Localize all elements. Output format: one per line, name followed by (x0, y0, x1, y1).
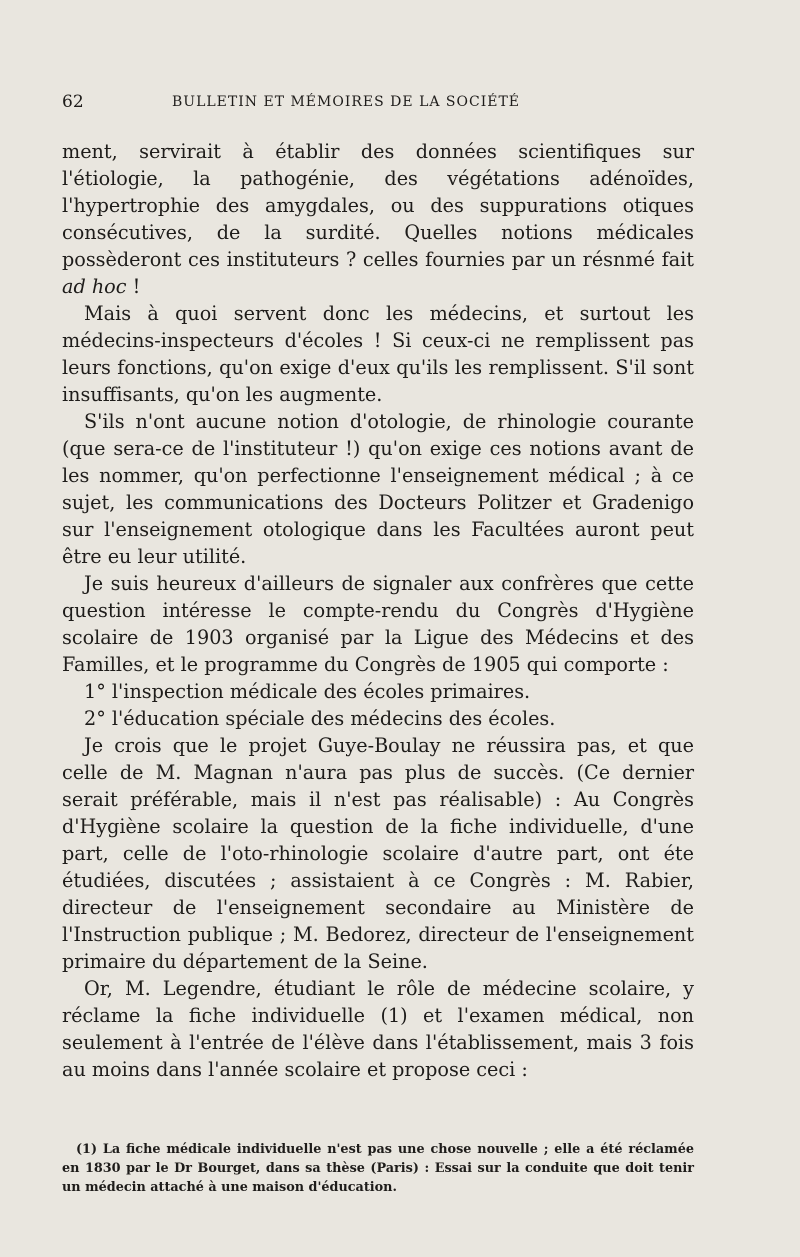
body-text (62, 138, 694, 1083)
paragraph: Mais à quoi servent donc les médecins, et surtout les médecins-inspecteurs d'écoles ! Si ceux-ci ne remplissent pas leurs fonctions, qu'on exige d'eux qu'ils les remplissent. S'il sont insuffisants, qu'on les augmente. (62, 302, 694, 406)
italic-phrase: ad hoc (62, 275, 127, 298)
page-number: 62 (62, 92, 84, 112)
list-item: 2° l'éducation spéciale des médecins des écoles. (84, 707, 556, 730)
paragraph: Or, M. Legendre, étudiant le rôle de médecine scolaire, y réclame la fiche individuelle (1) et l'examen médical, non seulement à l'entrée de l'élève dans l'établissement, mais 3 fois au moins dans l'année scolaire et propose ceci : (62, 977, 694, 1081)
list-item: 1° l'inspection médicale des écoles primaires. (84, 680, 531, 703)
footnote-text: (1) La fiche médicale individuelle n'est pas une chose nouvelle ; elle a été réclamée en 1830 par le Dr Bourget, dans sa thèse (Paris) : Essai sur la conduite que doit tenir un médecin attaché à une maison d'éducation. (62, 1142, 694, 1195)
paragraph: ment, servirait à établir des données scientifiques sur l'étiologie, la pathogénie, des végétations adénoïdes, l'hypertrophie des amygdales, ou des suppurations otiques consécutives, de la surdité. Quelles notions médicales possèderont ces instituteurs ? celles fournies par un résnmé fait ad hoc ! (62, 140, 694, 298)
paragraph: Je crois que le projet Guye-Boulay ne réussira pas, et que celle de M. Magnan n'aura pas plus de succès. (Ce dernier serait préférable, mais il n'est pas réalisable) : Au Congrès d'Hygiène scolaire la question de la fiche individuelle, d'une part, celle de l'oto-rhinologie scolaire d'autre part, ont éte étudiées, discutées ; assistaient à ce Congrès : M. Rabier, directeur de l'enseignement secondaire au Ministère de l'Instruction publique ; M. Bedorez, directeur de l'enseignement primaire du département de la Seine. (62, 734, 694, 973)
paragraph: S'ils n'ont aucune notion d'otologie, de rhinologie courante (que sera-ce de l'instituteur !) qu'on exige ces notions avant de les nommer, qu'on perfectionne l'enseignement médical ; à ce sujet, les communications des Docteurs Politzer et Gradenigo sur l'enseignement otologique dans les Facultées auront peut être eu leur utilité. (62, 410, 694, 568)
running-title: BULLETIN ET MÉMOIRES DE LA SOCIÉTÉ (172, 94, 521, 110)
footnote (62, 1140, 694, 1197)
paragraph: Je suis heureux d'ailleurs de signaler aux confrères que cette question intéresse le compte-rendu du Congrès d'Hygiène scolaire de 1903 organisé par la Ligue des Médecins et des Familles, et le programme du Congrès de 1905 qui comporte : (62, 572, 694, 676)
